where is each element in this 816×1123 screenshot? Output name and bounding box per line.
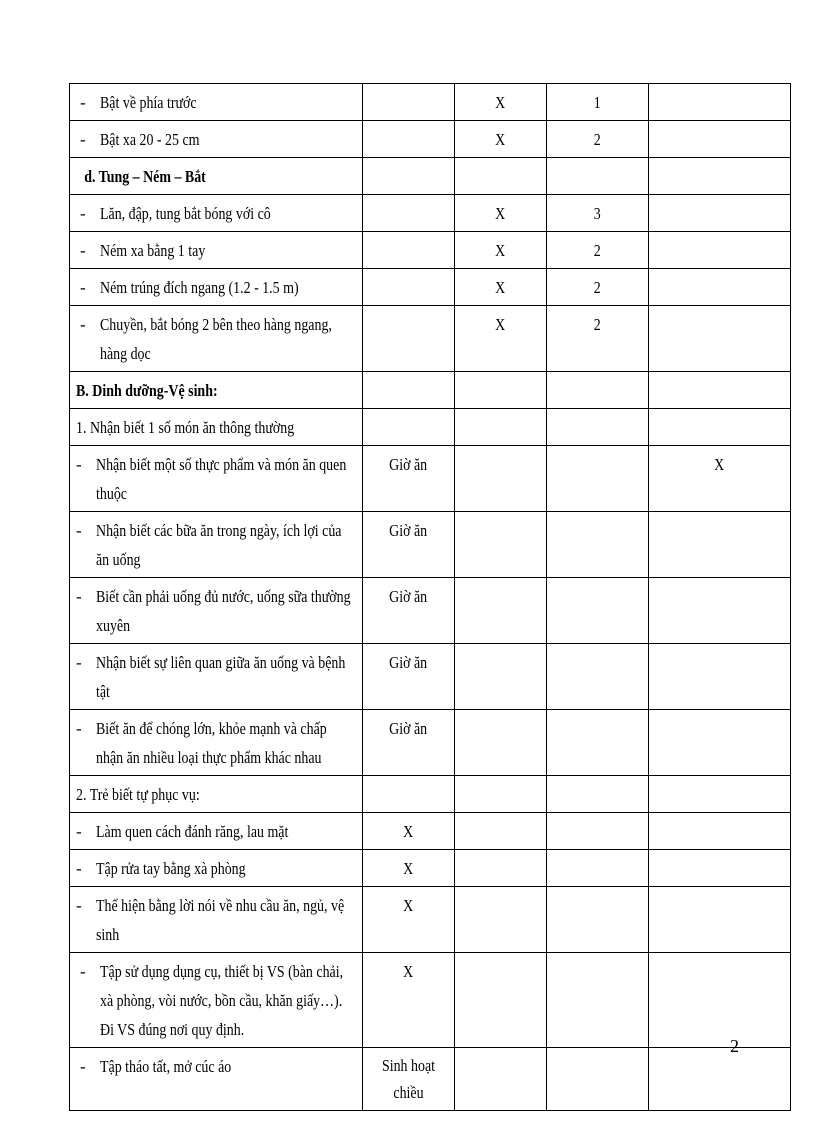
- activity-cell: [70, 1048, 363, 1111]
- mark-cell-2: [455, 158, 547, 195]
- table-row: [70, 121, 791, 158]
- mark-cell-1: [363, 232, 455, 269]
- activity-label: Biết cần phải uống đủ nước, uống sữa thường xuyên: [96, 587, 351, 635]
- bullet-dash: -: [80, 93, 86, 112]
- mark-cell-2: [455, 306, 547, 372]
- activity-cell: [70, 269, 363, 306]
- mark-cell-2: [455, 813, 547, 850]
- bullet-dash: -: [76, 521, 82, 540]
- mark-value: X: [403, 859, 414, 878]
- mark-cell-4: [649, 446, 791, 512]
- mark-cell-2: [455, 710, 547, 776]
- mark-cell-1: [363, 578, 455, 644]
- mark-cell-1: [363, 446, 455, 512]
- table-row: [70, 710, 791, 776]
- activity-cell: [70, 887, 363, 953]
- table-row: [70, 84, 791, 121]
- mark-value: X: [495, 278, 506, 297]
- mark-value: X: [495, 130, 506, 149]
- table-row: [70, 512, 791, 578]
- mark-value: Giờ ăn: [389, 521, 428, 540]
- mark-cell-3: [547, 372, 649, 409]
- mark-value: 2: [594, 241, 601, 260]
- activity-cell: [70, 710, 363, 776]
- activity-label: Ném trúng đích ngang (1.2 - 1.5 m): [100, 278, 299, 297]
- bullet-dash: -: [80, 962, 86, 981]
- mark-value: X: [403, 962, 414, 981]
- mark-cell-1: [363, 269, 455, 306]
- bullet-dash: -: [80, 241, 86, 260]
- activity-cell: [70, 850, 363, 887]
- mark-value: Giờ ăn: [389, 587, 428, 606]
- mark-cell-1: [363, 306, 455, 372]
- mark-cell-4: [649, 306, 791, 372]
- mark-cell-4: [649, 372, 791, 409]
- table-row: [70, 195, 791, 232]
- activity-cell: [70, 813, 363, 850]
- section-heading-row: [70, 372, 791, 409]
- mark-cell-3: [547, 158, 649, 195]
- activity-label: Bật xa 20 - 25 cm: [100, 130, 200, 149]
- mark-cell-4: [649, 887, 791, 953]
- mark-cell-1: [363, 512, 455, 578]
- table-row: [70, 813, 791, 850]
- mark-cell-2: [455, 372, 547, 409]
- mark-value: Sinh hoạt chiều: [381, 1056, 436, 1102]
- bullet-dash: -: [76, 719, 82, 738]
- mark-cell-3: [547, 269, 649, 306]
- bullet-dash: -: [80, 204, 86, 223]
- mark-cell-2: [455, 446, 547, 512]
- mark-cell-2: [455, 232, 547, 269]
- mark-value: 2: [594, 278, 601, 297]
- table-row: [70, 269, 791, 306]
- mark-cell-3: [547, 446, 649, 512]
- mark-cell-4: [649, 269, 791, 306]
- mark-value: 2: [594, 130, 601, 149]
- activity-cell: [70, 232, 363, 269]
- mark-cell-2: [455, 121, 547, 158]
- mark-cell-3: [547, 121, 649, 158]
- mark-cell-3: [547, 232, 649, 269]
- bullet-dash: -: [80, 315, 86, 334]
- activity-label: Nhận biết sự liên quan giữa ăn uống và bệnh tật: [96, 653, 346, 701]
- activity-cell: [70, 372, 363, 409]
- mark-cell-4: [649, 195, 791, 232]
- mark-cell-3: [547, 306, 649, 372]
- bullet-dash: -: [80, 1057, 86, 1076]
- mark-cell-4: [649, 409, 791, 446]
- activity-cell: [70, 512, 363, 578]
- bullet-dash: -: [80, 278, 86, 297]
- activity-label: Chuyền, bắt bóng 2 bên theo hàng ngang, hàng dọc: [100, 315, 332, 363]
- bullet-dash: -: [76, 587, 82, 606]
- mark-value: Giờ ăn: [389, 653, 428, 672]
- mark-value: X: [495, 204, 506, 223]
- mark-cell-4: [649, 158, 791, 195]
- table-row: [70, 578, 791, 644]
- mark-cell-4: [649, 710, 791, 776]
- section-heading: 1. Nhận biết 1 số món ăn thông thường: [76, 418, 295, 437]
- mark-cell-1: [363, 372, 455, 409]
- mark-cell-4: [649, 850, 791, 887]
- mark-cell-2: [455, 1048, 547, 1111]
- activity-label: Nhận biết các bữa ăn trong ngày, ích lợi của ăn uống: [96, 521, 342, 569]
- mark-value: 2: [594, 315, 601, 334]
- mark-cell-3: [547, 850, 649, 887]
- table-row: [70, 1048, 791, 1111]
- activity-cell: [70, 306, 363, 372]
- mark-value: Giờ ăn: [389, 719, 428, 738]
- mark-cell-3: [547, 953, 649, 1048]
- mark-value: X: [403, 896, 414, 915]
- mark-cell-1: [363, 813, 455, 850]
- table-row: [70, 887, 791, 953]
- mark-cell-4: [649, 644, 791, 710]
- mark-cell-4: [649, 578, 791, 644]
- bullet-dash: -: [76, 653, 82, 672]
- mark-cell-1: [363, 953, 455, 1048]
- activity-label: Làm quen cách đánh răng, lau mặt: [96, 822, 289, 841]
- activity-cell: [70, 84, 363, 121]
- mark-value: X: [495, 93, 506, 112]
- mark-cell-4: [649, 776, 791, 813]
- mark-cell-4: [649, 953, 791, 1048]
- bullet-dash: -: [76, 896, 82, 915]
- mark-cell-3: [547, 887, 649, 953]
- mark-cell-1: [363, 84, 455, 121]
- table-row: [70, 850, 791, 887]
- mark-cell-1: [363, 776, 455, 813]
- table-row: [70, 446, 791, 512]
- mark-cell-1: [363, 1048, 455, 1111]
- mark-cell-3: [547, 409, 649, 446]
- mark-cell-3: [547, 84, 649, 121]
- activity-label: Lăn, đập, tung bắt bóng với cô: [100, 204, 271, 223]
- mark-value: X: [403, 822, 414, 841]
- table-row: [70, 232, 791, 269]
- mark-cell-2: [455, 953, 547, 1048]
- activity-label: Ném xa bằng 1 tay: [100, 241, 206, 260]
- mark-cell-2: [455, 269, 547, 306]
- mark-cell-1: [363, 887, 455, 953]
- mark-cell-3: [547, 195, 649, 232]
- mark-cell-4: [649, 84, 791, 121]
- mark-value: X: [714, 455, 725, 474]
- mark-cell-2: [455, 409, 547, 446]
- table-row: [70, 306, 791, 372]
- mark-cell-1: [363, 850, 455, 887]
- activity-label: Tập sử dụng dụng cụ, thiết bị VS (bàn chải, xà phòng, vòi nước, bồn cầu, khăn giấy…). Đi VS đúng nơi quy định.: [100, 962, 344, 1039]
- mark-value: X: [495, 241, 506, 260]
- activity-label: Tập rửa tay bằng xà phòng: [96, 859, 246, 878]
- mark-cell-4: [649, 512, 791, 578]
- mark-cell-3: [547, 644, 649, 710]
- bullet-dash: -: [76, 455, 82, 474]
- mark-cell-2: [455, 195, 547, 232]
- section-heading: d. Tung – Ném – Bắt: [84, 167, 206, 186]
- mark-cell-1: [363, 158, 455, 195]
- activity-label: Biết ăn để chóng lớn, khỏe mạnh và chấp nhận ăn nhiều loại thực phẩm khác nhau: [96, 719, 327, 767]
- activity-label: Nhận biết một số thực phẩm và món ăn quen thuộc: [96, 455, 347, 503]
- section-heading-row: [70, 158, 791, 195]
- table-body: [70, 84, 791, 1111]
- mark-cell-3: [547, 1048, 649, 1111]
- table-row: [70, 644, 791, 710]
- mark-cell-4: [649, 232, 791, 269]
- mark-cell-3: [547, 776, 649, 813]
- mark-cell-1: [363, 195, 455, 232]
- content-table: [69, 83, 791, 1111]
- mark-cell-1: [363, 409, 455, 446]
- mark-value: 3: [594, 204, 601, 223]
- activity-label: Bật về phía trước: [100, 93, 197, 112]
- mark-value: Giờ ăn: [389, 455, 428, 474]
- mark-cell-1: [363, 644, 455, 710]
- mark-cell-3: [547, 813, 649, 850]
- mark-cell-1: [363, 710, 455, 776]
- activity-cell: [70, 121, 363, 158]
- activity-cell: [70, 578, 363, 644]
- section-heading-row: [70, 409, 791, 446]
- mark-cell-4: [649, 121, 791, 158]
- mark-cell-2: [455, 776, 547, 813]
- mark-cell-2: [455, 644, 547, 710]
- mark-cell-3: [547, 578, 649, 644]
- mark-cell-1: [363, 121, 455, 158]
- activity-cell: [70, 644, 363, 710]
- bullet-dash: -: [76, 859, 82, 878]
- activity-cell: [70, 158, 363, 195]
- bullet-dash: -: [80, 130, 86, 149]
- mark-cell-2: [455, 578, 547, 644]
- mark-cell-2: [455, 84, 547, 121]
- mark-cell-2: [455, 512, 547, 578]
- activity-label: Tập tháo tất, mở cúc áo: [100, 1057, 232, 1076]
- mark-value: X: [495, 315, 506, 334]
- activity-cell: [70, 409, 363, 446]
- activity-label: Thể hiện bằng lời nói về nhu cầu ăn, ngủ, vệ sinh: [96, 896, 345, 944]
- mark-cell-2: [455, 887, 547, 953]
- mark-cell-4: [649, 813, 791, 850]
- activity-cell: [70, 776, 363, 813]
- section-heading: B. Dinh dưỡng-Vệ sinh:: [76, 381, 218, 400]
- activity-cell: [70, 953, 363, 1048]
- mark-cell-3: [547, 512, 649, 578]
- section-heading: 2. Trẻ biết tự phục vụ:: [76, 785, 200, 804]
- activity-cell: [70, 195, 363, 232]
- table-row: [70, 953, 791, 1048]
- mark-cell-3: [547, 710, 649, 776]
- section-heading-row: [70, 776, 791, 813]
- mark-value: 1: [594, 93, 601, 112]
- mark-cell-4: [649, 1048, 791, 1111]
- mark-cell-2: [455, 850, 547, 887]
- page-number: 2: [730, 1036, 739, 1056]
- bullet-dash: -: [76, 822, 82, 841]
- activity-cell: [70, 446, 363, 512]
